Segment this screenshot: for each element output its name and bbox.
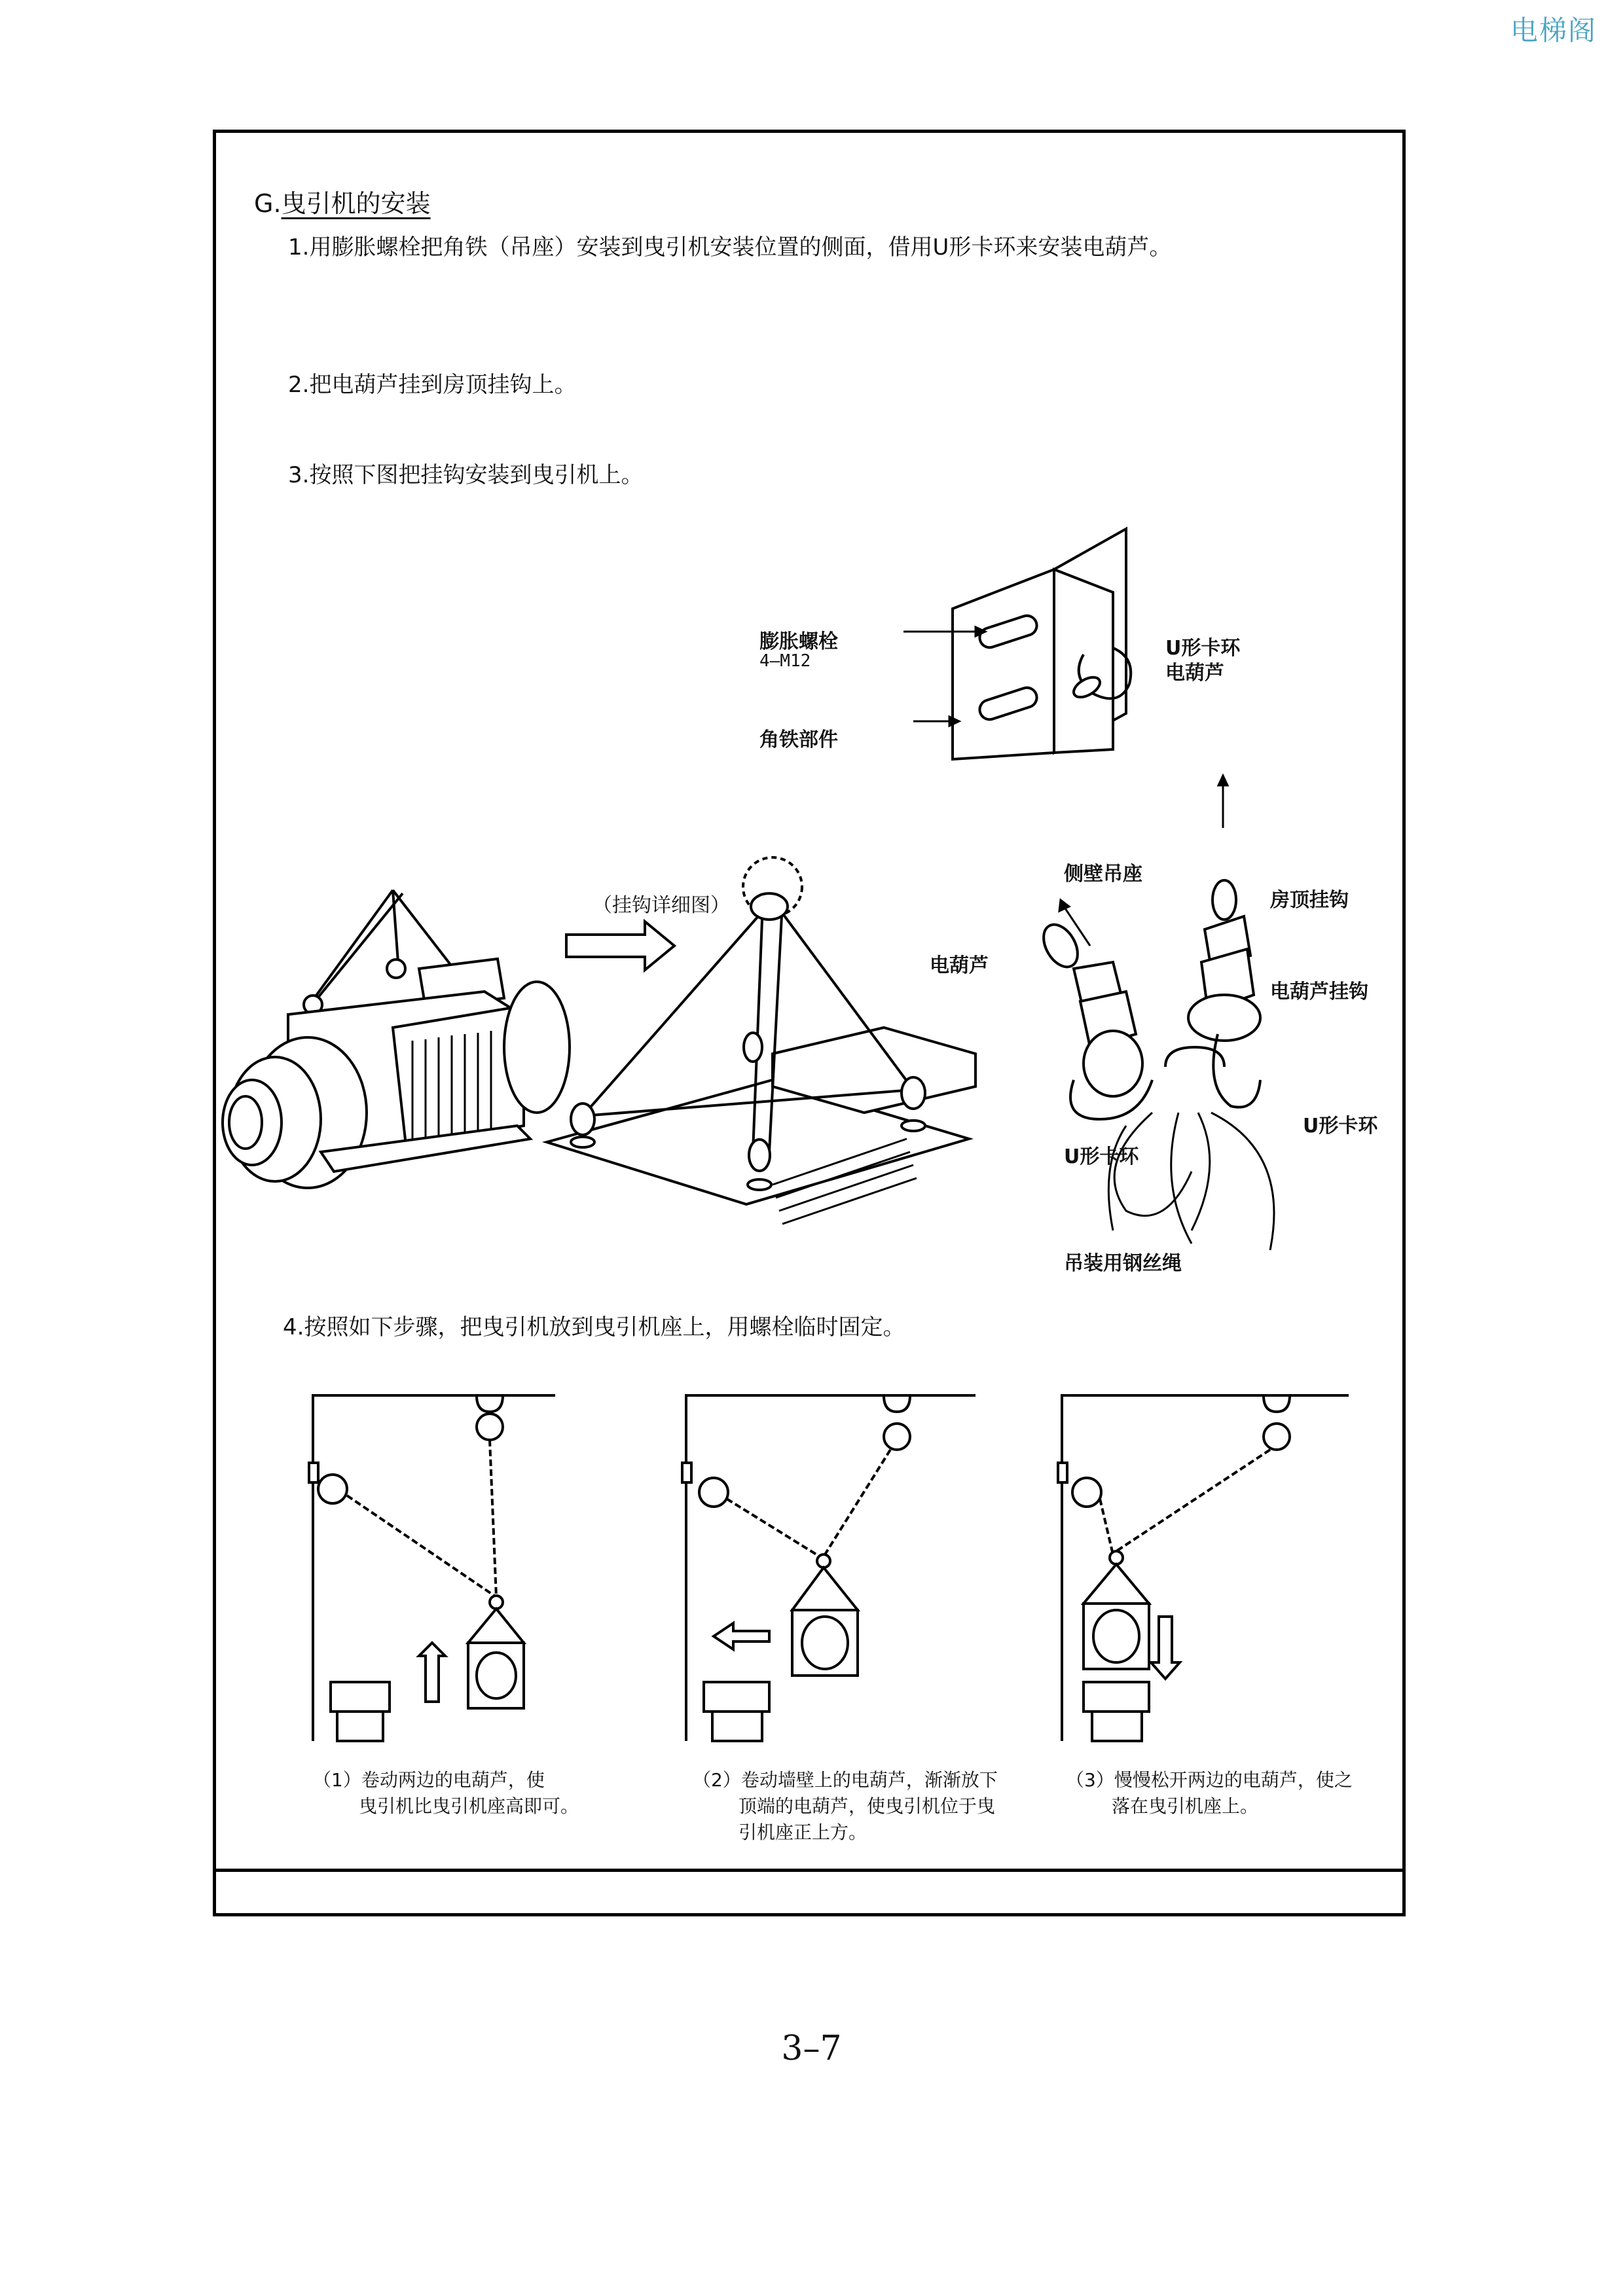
label-u-shackle-top: U形卡环 — [1165, 637, 1241, 660]
watermark: 电梯阁 — [1510, 14, 1597, 46]
label-wire-rope: 吊装用钢丝绳 — [1064, 1252, 1182, 1275]
frame-divider — [216, 1869, 1402, 1872]
caption-step-1: （1）卷动两边的电葫芦，使 曳引机比曳引机座高即可。 — [313, 1769, 579, 1817]
label-hoist-top: 电葫芦 — [1165, 662, 1224, 685]
label-roof-hook: 房顶挂钩 — [1270, 889, 1349, 912]
step-4: 4.按照如下步骤，把曳引机放到曳引机座上，用螺栓临时固定。 — [283, 1314, 905, 1340]
caption-step-2: （2）卷动墙壁上的电葫芦，渐渐放下 顶端的电葫芦，使曳引机位于曳 引机座正上方。 — [693, 1769, 998, 1843]
step-1: 1.用膨胀螺栓把角铁（吊座）安装到曳引机安装位置的侧面，借用U形卡环来安装电葫芦。 — [288, 234, 1172, 260]
label-u-shackle-right: U形卡环 — [1303, 1115, 1378, 1138]
label-hook-detail: （挂钩详细图） — [593, 894, 730, 917]
step-3: 3.按照下图把挂钩安装到曳引机上。 — [288, 462, 644, 488]
label-expansion-bolt: 膨胀螺栓 — [759, 630, 838, 653]
section-prefix: G — [254, 189, 274, 218]
step-2: 2.把电葫芦挂到房顶挂钩上。 — [288, 372, 577, 398]
label-angle-iron: 角铁部件 — [759, 728, 838, 751]
caption-step-3: （3）慢慢松开两边的电葫芦，使之 落在曳引机座上。 — [1066, 1769, 1353, 1817]
section-heading: G.曳引机的安装 — [254, 189, 431, 218]
label-hoist-middle: 电葫芦 — [930, 954, 989, 977]
label-bolt-spec: 4—M12 — [759, 651, 811, 671]
page-number: 3–7 — [781, 2029, 842, 2068]
section-title: 曳引机的安装 — [281, 189, 431, 218]
label-side-wall-mount: 侧壁吊座 — [1064, 863, 1142, 886]
label-u-shackle-left: U形卡环 — [1064, 1145, 1139, 1168]
label-hoist-hook: 电葫芦挂钩 — [1270, 980, 1368, 1003]
